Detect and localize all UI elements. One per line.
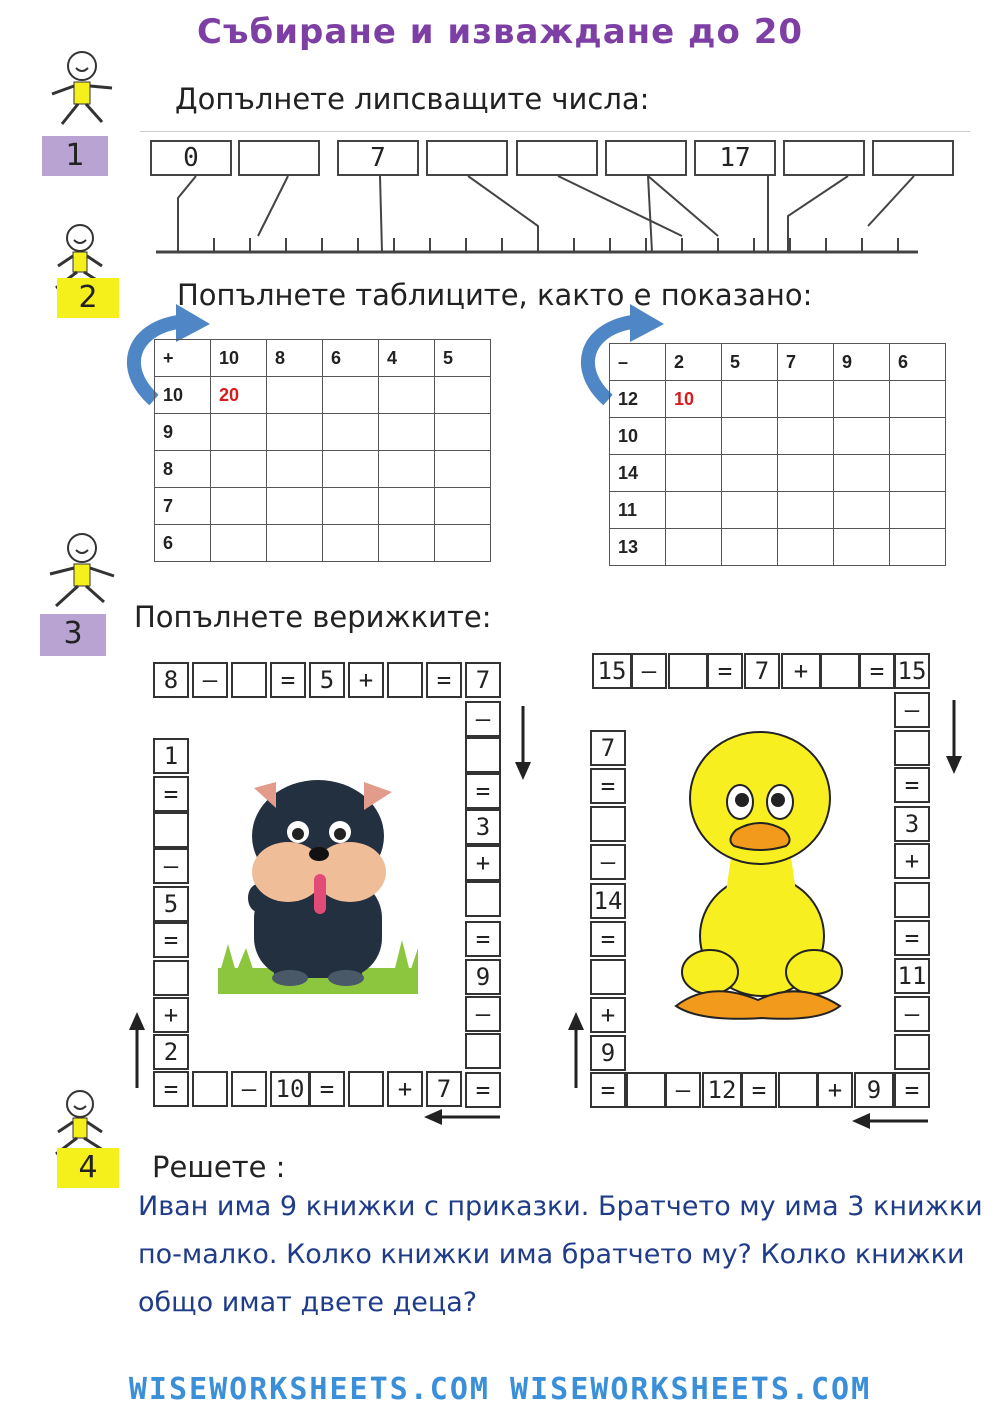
chain-cell[interactable]: + — [465, 845, 501, 881]
table-header-cell: 4 — [379, 340, 435, 377]
answer-cell[interactable] — [778, 418, 834, 455]
arrow-up-icon — [565, 1012, 587, 1088]
chain-cell[interactable]: = — [270, 662, 306, 698]
number-line — [148, 176, 928, 262]
answer-cell[interactable] — [379, 451, 435, 488]
answer-cell[interactable] — [267, 414, 323, 451]
chain-cell[interactable]: = — [426, 662, 462, 698]
answer-cell[interactable] — [379, 377, 435, 414]
word-problem: Иван има 9 книжки с приказки. Братчето му има 3 книжки по-малко. Колко книжки има братчето му? Колко книжки общо имат двете деца? — [138, 1191, 983, 1318]
table-header-cell: 5 — [722, 344, 778, 381]
answer-cell[interactable] — [379, 525, 435, 562]
footer-brand: WISEWORKSHEETS.COM WISEWORKSHEETS.COM — [128, 1372, 872, 1407]
chain-cell[interactable]: = — [741, 1072, 777, 1108]
chain-cell[interactable]: 1 — [153, 738, 189, 774]
answer-cell[interactable] — [834, 381, 890, 418]
answer-cell[interactable] — [666, 529, 722, 566]
chain-cell[interactable]: 9 — [854, 1072, 894, 1108]
answer-cell[interactable] — [890, 492, 946, 529]
row-header-cell: 10 — [610, 418, 666, 455]
chain-cell[interactable]: 2 — [153, 1034, 189, 1070]
section-1-instruction: Допълнете липсващите числа: — [175, 82, 650, 116]
chain-cell[interactable]: 7 — [744, 653, 780, 689]
answer-cell[interactable] — [666, 492, 722, 529]
chain-cell[interactable]: 5 — [153, 886, 189, 922]
dog-illustration — [218, 778, 418, 996]
answer-cell[interactable] — [435, 414, 491, 451]
number-box[interactable] — [426, 140, 508, 176]
chain-cell[interactable] — [894, 730, 930, 766]
number-box[interactable]: 0 — [150, 140, 232, 176]
chain-cell[interactable]: 14 — [590, 883, 626, 919]
chain-cell[interactable]: – — [231, 1071, 267, 1107]
answer-cell[interactable] — [666, 418, 722, 455]
chain-cell[interactable]: = — [894, 920, 930, 956]
row-header-cell: 6 — [155, 525, 211, 562]
number-box[interactable] — [238, 140, 320, 176]
number-box[interactable] — [872, 140, 954, 176]
number-box[interactable]: 17 — [694, 140, 776, 176]
answer-cell[interactable] — [778, 381, 834, 418]
number-box[interactable] — [516, 140, 598, 176]
section-number-2: 2 — [57, 278, 119, 318]
chain-cell[interactable]: = — [590, 768, 626, 804]
row-header-cell: 9 — [155, 414, 211, 451]
arrow-down-icon — [512, 706, 534, 782]
chain-cell[interactable]: 7 — [590, 730, 626, 766]
table-header-cell: 7 — [778, 344, 834, 381]
chain-cell[interactable]: – — [665, 1072, 701, 1108]
footer-watermark — [0, 1372, 1000, 1413]
answer-cell[interactable] — [435, 451, 491, 488]
answer-cell[interactable] — [379, 414, 435, 451]
answer-cell[interactable]: 10 — [666, 381, 722, 418]
section-3-instruction: Попълнете верижките: — [134, 600, 492, 634]
chain-cell[interactable]: + — [781, 653, 821, 689]
page-title: Събиране и изваждане до 20 — [196, 12, 804, 52]
chain-cell[interactable]: 3 — [465, 809, 501, 845]
chain-cell[interactable]: – — [153, 848, 189, 884]
chain-cell[interactable]: = — [465, 773, 501, 809]
answer-cell[interactable] — [323, 451, 379, 488]
answer-cell[interactable] — [323, 488, 379, 525]
arrow-up-icon — [126, 1012, 148, 1088]
answer-cell[interactable] — [722, 418, 778, 455]
chain-cell[interactable]: 7 — [465, 662, 501, 698]
chain-cell[interactable]: = — [894, 1072, 930, 1108]
duckling-illustration — [670, 722, 850, 1026]
row-header-cell: 11 — [610, 492, 666, 529]
chain-cell[interactable]: – — [465, 996, 501, 1032]
chain-cell[interactable]: 5 — [309, 662, 345, 698]
section-number-4: 4 — [57, 1148, 119, 1188]
row-header-cell: 12 — [610, 381, 666, 418]
chain-cell[interactable]: 9 — [465, 959, 501, 995]
chain-cell[interactable] — [590, 806, 626, 842]
table-header-cell: 8 — [267, 340, 323, 377]
chain-cell[interactable]: = — [590, 1072, 626, 1108]
row-header-cell: 14 — [610, 455, 666, 492]
answer-cell[interactable] — [778, 492, 834, 529]
chain-cell[interactable]: – — [590, 844, 626, 880]
chain-cell[interactable]: = — [153, 922, 189, 958]
chain-cell[interactable]: = — [894, 767, 930, 803]
chain-cell[interactable] — [465, 881, 501, 917]
chain-cell[interactable] — [894, 1034, 930, 1070]
addition-table — [154, 339, 491, 562]
number-box[interactable] — [605, 140, 687, 176]
table-header-cell: 6 — [323, 340, 379, 377]
chain-cell[interactable] — [465, 1033, 501, 1069]
arrow-left-icon — [424, 1106, 500, 1128]
table-header-cell: 9 — [834, 344, 890, 381]
answer-cell[interactable] — [834, 492, 890, 529]
chain-cell[interactable] — [153, 960, 189, 996]
chain-cell[interactable]: = — [859, 653, 895, 689]
row-header-cell: 7 — [155, 488, 211, 525]
chain-cell[interactable]: 7 — [426, 1071, 462, 1107]
answer-cell[interactable] — [211, 488, 267, 525]
row-header-cell: 8 — [155, 451, 211, 488]
chain-cell[interactable]: = — [465, 1072, 501, 1108]
chain-cell[interactable]: + — [894, 843, 930, 879]
row-header-cell: 13 — [610, 529, 666, 566]
chain-cell[interactable]: 11 — [894, 958, 930, 994]
chain-cell[interactable] — [894, 882, 930, 918]
answer-cell[interactable] — [435, 377, 491, 414]
section-number-3: 3 — [40, 614, 106, 656]
answer-cell[interactable] — [666, 455, 722, 492]
answer-cell[interactable] — [267, 451, 323, 488]
answer-cell[interactable] — [267, 377, 323, 414]
chain-cell[interactable] — [192, 1071, 228, 1107]
answer-cell[interactable] — [211, 451, 267, 488]
number-box[interactable] — [783, 140, 865, 176]
chain-cell[interactable] — [465, 737, 501, 773]
chain-cell[interactable] — [231, 662, 267, 698]
chain-cell[interactable]: 8 — [153, 662, 189, 698]
answer-cell[interactable] — [267, 488, 323, 525]
answer-cell[interactable] — [323, 414, 379, 451]
chain-cell[interactable]: – — [192, 662, 228, 698]
chain-cell[interactable]: 10 — [270, 1071, 310, 1107]
chain-cell[interactable]: – — [631, 653, 667, 689]
answer-cell[interactable] — [211, 414, 267, 451]
row-header-cell: 10 — [155, 377, 211, 414]
stick-figure-icon — [40, 530, 120, 612]
answer-cell[interactable] — [778, 529, 834, 566]
chain-cell[interactable]: + — [590, 997, 626, 1033]
chain-cell[interactable]: + — [387, 1071, 423, 1107]
chain-cell[interactable]: + — [817, 1072, 853, 1108]
chain-cell[interactable]: = — [153, 1071, 189, 1107]
answer-cell[interactable] — [211, 525, 267, 562]
table-header-cell: 6 — [890, 344, 946, 381]
chain-cell[interactable]: 9 — [590, 1035, 626, 1071]
answer-cell[interactable] — [435, 488, 491, 525]
chain-cell[interactable]: 15 — [592, 653, 632, 689]
answer-cell[interactable] — [722, 455, 778, 492]
answer-cell[interactable]: 20 — [211, 377, 267, 414]
table-header-cell: 10 — [211, 340, 267, 377]
chain-cell[interactable] — [590, 959, 626, 995]
answer-cell[interactable] — [834, 418, 890, 455]
table-header-cell: 2 — [666, 344, 722, 381]
chain-cell[interactable]: 15 — [894, 653, 930, 689]
section-4-instruction: Решете : — [152, 1150, 286, 1184]
answer-cell[interactable] — [379, 488, 435, 525]
answer-cell[interactable] — [323, 525, 379, 562]
chain-cell[interactable]: 3 — [894, 806, 930, 842]
chain-cell[interactable]: 12 — [702, 1072, 742, 1108]
answer-cell[interactable] — [778, 455, 834, 492]
answer-cell[interactable] — [890, 381, 946, 418]
chain-cell[interactable] — [387, 662, 423, 698]
section-2-instruction: Попълнете таблиците, както е показано: — [177, 278, 813, 312]
chain-cell[interactable]: = — [590, 921, 626, 957]
chain-cell[interactable]: – — [465, 701, 501, 737]
answer-cell[interactable] — [722, 492, 778, 529]
answer-cell[interactable] — [722, 529, 778, 566]
divider — [140, 131, 970, 132]
arrow-left-icon — [852, 1110, 928, 1132]
section-number-1: 1 — [42, 136, 108, 176]
answer-cell[interactable] — [890, 418, 946, 455]
answer-cell[interactable] — [722, 381, 778, 418]
arrow-down-icon — [943, 700, 965, 776]
chain-cell[interactable] — [778, 1072, 818, 1108]
chain-cell[interactable] — [626, 1072, 666, 1108]
table-header-cell: – — [610, 344, 666, 381]
chain-cell[interactable] — [348, 1071, 384, 1107]
number-box[interactable]: 7 — [337, 140, 419, 176]
table-header-cell: + — [155, 340, 211, 377]
chain-cell[interactable] — [820, 653, 860, 689]
chain-cell[interactable]: + — [348, 662, 384, 698]
chain-cell[interactable]: – — [894, 996, 930, 1032]
chain-cell[interactable] — [153, 812, 189, 848]
table-header-cell: 5 — [435, 340, 491, 377]
subtraction-table — [609, 343, 946, 566]
chain-cell[interactable]: – — [894, 692, 930, 728]
answer-cell[interactable] — [890, 455, 946, 492]
chain-cell[interactable]: = — [707, 653, 743, 689]
chain-cell[interactable]: + — [153, 997, 189, 1033]
chain-cell[interactable]: = — [465, 921, 501, 957]
answer-cell[interactable] — [834, 529, 890, 566]
chain-cell[interactable]: = — [153, 776, 189, 812]
answer-cell[interactable] — [323, 377, 379, 414]
answer-cell[interactable] — [834, 455, 890, 492]
stick-figure-icon — [42, 48, 120, 130]
chain-cell[interactable]: = — [309, 1071, 345, 1107]
chain-cell[interactable] — [668, 653, 708, 689]
answer-cell[interactable] — [890, 529, 946, 566]
answer-cell[interactable] — [267, 525, 323, 562]
answer-cell[interactable] — [435, 525, 491, 562]
